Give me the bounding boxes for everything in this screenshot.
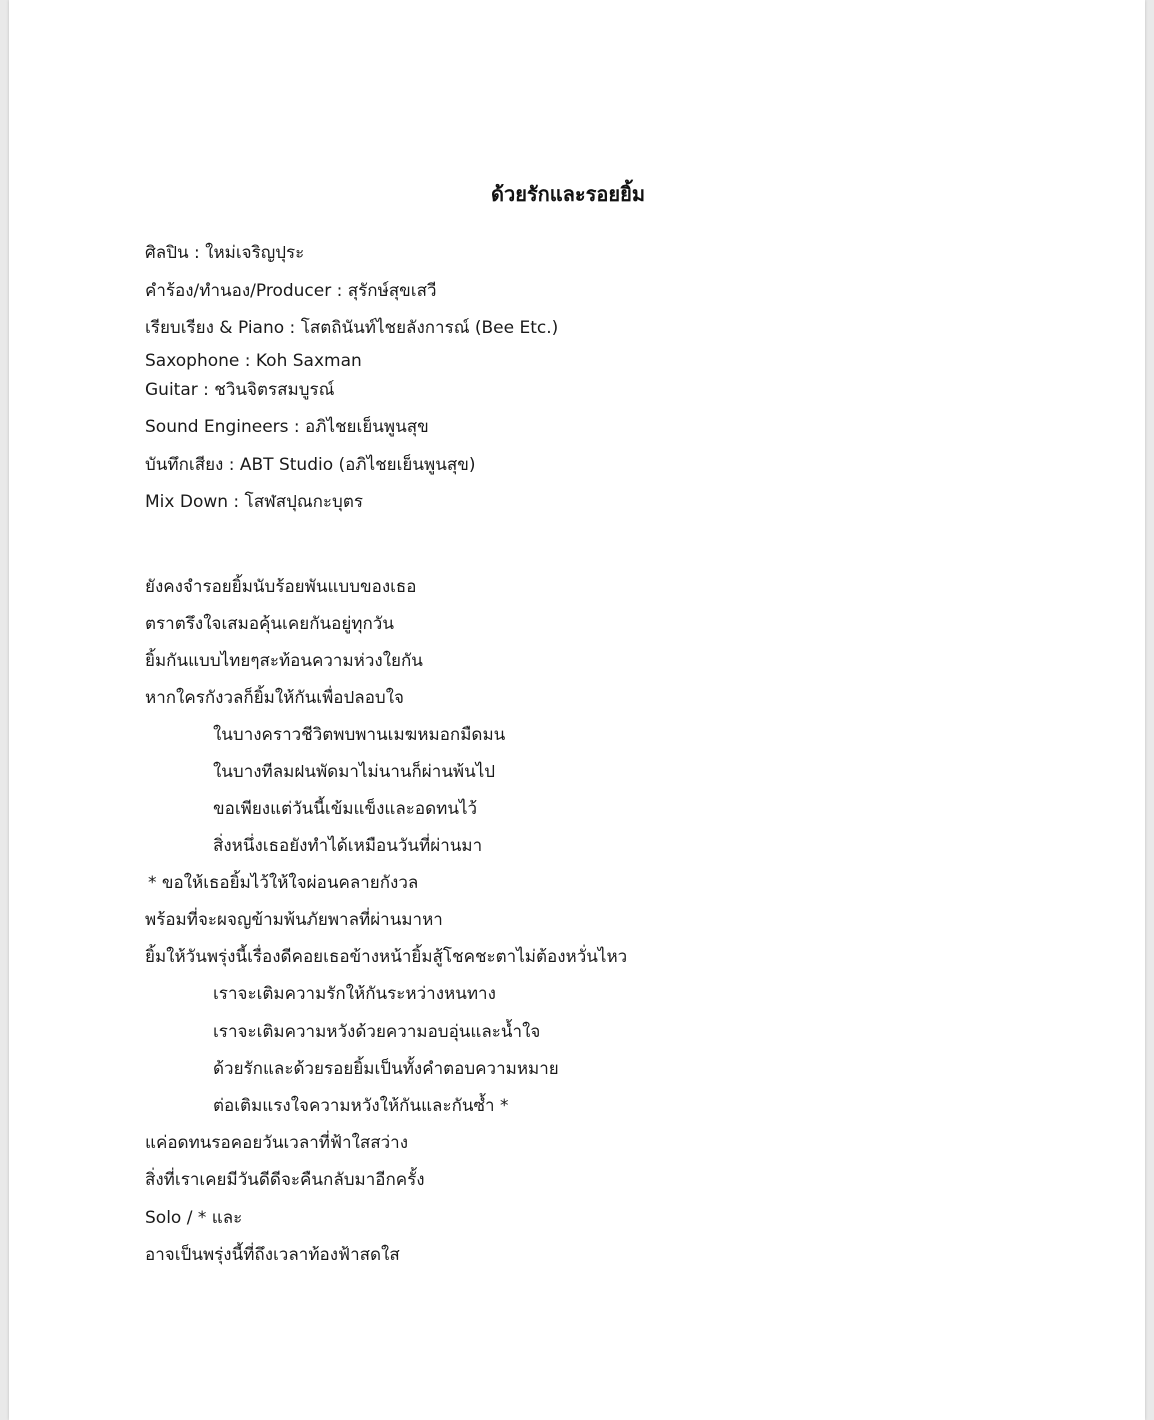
credit-lyrics-producer: คำร้อง/ทำนอง/Producer : สุรักษ์สุขเสวี xyxy=(145,281,437,301)
credit-artist: ศิลปิน : ใหม่เจริญปุระ xyxy=(145,243,305,263)
chorus-end-line: ต่อเติมแรงใจความหวังให้กันและกันซ้ำ * xyxy=(213,1096,509,1116)
lyric-line-indented: เราจะเติมความหวังด้วยความอบอุ่นและน้ำใจ xyxy=(213,1022,541,1042)
lyric-line-indented: เราจะเติมความรักให้กันระหว่างหนทาง xyxy=(213,984,496,1004)
lyric-line: อาจเป็นพรุ่งนี้ที่ถึงเวลาท้องฟ้าสดใส xyxy=(145,1245,400,1265)
chorus-start-line: * ขอให้เธอยิ้มไว้ให้ใจผ่อนคลายกังวล xyxy=(148,873,419,893)
lyric-line: หากใครกังวลก็ยิ้มให้กันเพื่อปลอบใจ xyxy=(145,688,404,708)
credit-recording: บันทึกเสียง : ABT Studio (อภิไชยเย็นพูนสุข) xyxy=(145,455,476,475)
lyric-line: สิ่งที่เราเคยมีวันดีดีจะคืนกลับมาอีกครั้ง xyxy=(145,1170,425,1190)
lyric-line-indented: ด้วยรักและด้วยรอยยิ้มเป็นทั้งคำตอบความหมาย xyxy=(213,1059,559,1079)
credit-guitar: Guitar : ชวินจิตรสมบูรณ์ xyxy=(145,380,335,400)
credit-saxophone: Saxophone : Koh Saxman xyxy=(145,351,362,371)
lyric-line: ยังคงจำรอยยิ้มนับร้อยพันแบบของเธอ xyxy=(145,577,417,597)
credit-arrangement: เรียบเรียง & Piano : โสตถินันท์ไชยลังการณ์ (Bee Etc.) xyxy=(145,318,559,338)
lyric-line-indented: สิ่งหนึ่งเธอยังทำได้เหมือนวันที่ผ่านมา xyxy=(213,836,483,856)
lyric-line: พร้อมที่จะผจญข้ามพ้นภัยพาลที่ผ่านมาหา xyxy=(145,910,443,930)
lyric-line: ตราตรึงใจเสมอคุ้นเคยกันอยู่ทุกวัน xyxy=(145,614,394,634)
song-title: ด้วยรักและรอยยิ้ม xyxy=(490,182,646,206)
lyric-line: แค่อดทนรอคอยวันเวลาที่ฟ้าใสสว่าง xyxy=(145,1133,409,1153)
credit-mix-down: Mix Down : โสฬสปุณกะบุตร xyxy=(145,492,364,512)
lyric-line: ยิ้มให้วันพรุ่งนี้เรื่องดีคอยเธอข้างหน้ายิ้มสู้โชคชะตาไม่ต้องหวั่นไหว xyxy=(145,947,628,967)
lyric-line-indented: ในบางทีลมฝนพัดมาไม่นานก็ผ่านพ้นไป xyxy=(213,762,496,782)
solo-instruction: Solo / * และ xyxy=(145,1208,243,1228)
lyric-line: ยิ้มกันแบบไทยๆสะท้อนความห่วงใยกัน xyxy=(145,651,423,671)
lyric-line-indented: ขอเพียงแต่วันนี้เข้มแข็งและอดทนไว้ xyxy=(213,799,478,819)
credit-sound-engineers: Sound Engineers : อภิไชยเย็นพูนสุข xyxy=(145,417,429,437)
lyric-line-indented: ในบางคราวชีวิตพบพานเมฆหมอกมืดมน xyxy=(213,725,506,745)
